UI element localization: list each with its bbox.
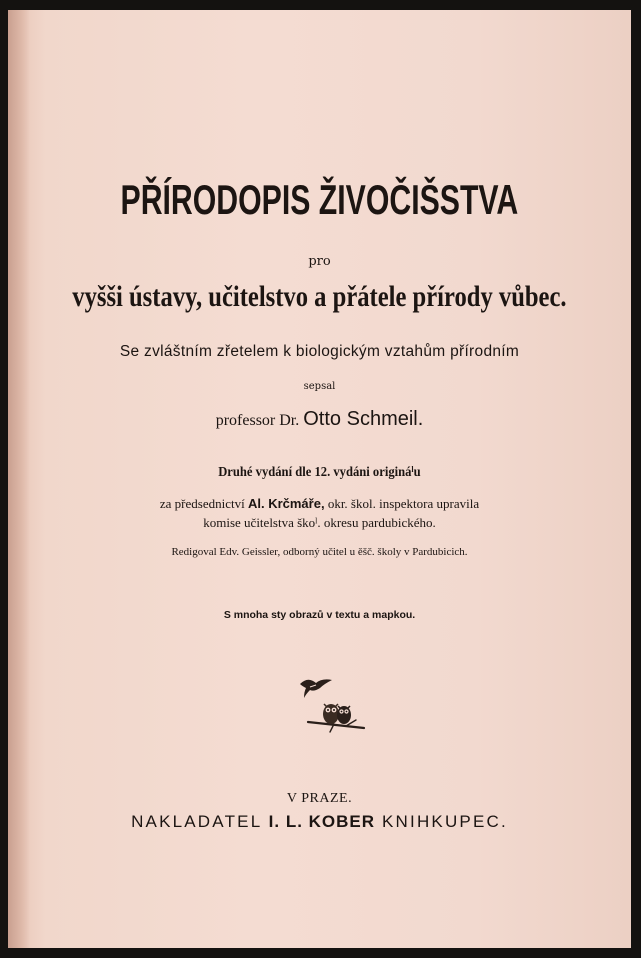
committee-line-2: komise učitelstva škoˡ. okresu pardubického. [203, 515, 436, 530]
author-prefix: professor Dr. [215, 412, 300, 429]
book-title: PŘÍRODOPIS ŽIVOČIŠSTVA [120, 176, 519, 223]
connector-word: pro [308, 254, 331, 269]
committee-before: za předsednictví [159, 496, 245, 511]
committee-after: okr. škol. inspektora upravila [327, 496, 480, 511]
images-line: S mnoha sty obrazů v textu a mapkou. [223, 609, 416, 621]
author-name: Otto Schmeil. [303, 408, 424, 430]
book-subtitle: vyšši ústavy, učitelstvo a přátele přírody vůbec. [72, 280, 567, 313]
publisher-before: NAKLADATEL [131, 812, 262, 831]
publisher-after: KNIHKUPEC. [382, 812, 508, 831]
title-page [8, 10, 631, 948]
committee-chair-name: Al. Krčmáře, [247, 496, 325, 511]
imprint-publisher [8, 812, 631, 832]
edition-line: Druhé vydání dle 12. vydáni origináˡu [218, 465, 421, 480]
owl-and-bird-vignette-icon [286, 670, 368, 740]
authored-by-label: sepsal [303, 381, 336, 392]
imprint-city: V PRAZE. [286, 791, 353, 806]
regard-line: Se zvláštním zřetelem k biologickým vztahům přírodním [119, 343, 520, 360]
editor-line: Redigoval Edv. Geissler, odborný učitel u ěšč. školy v Pardubicich. [171, 546, 468, 558]
author-line [8, 408, 631, 431]
publisher-name: I. L. KOBER [268, 812, 376, 831]
committee-line-1 [8, 496, 631, 512]
